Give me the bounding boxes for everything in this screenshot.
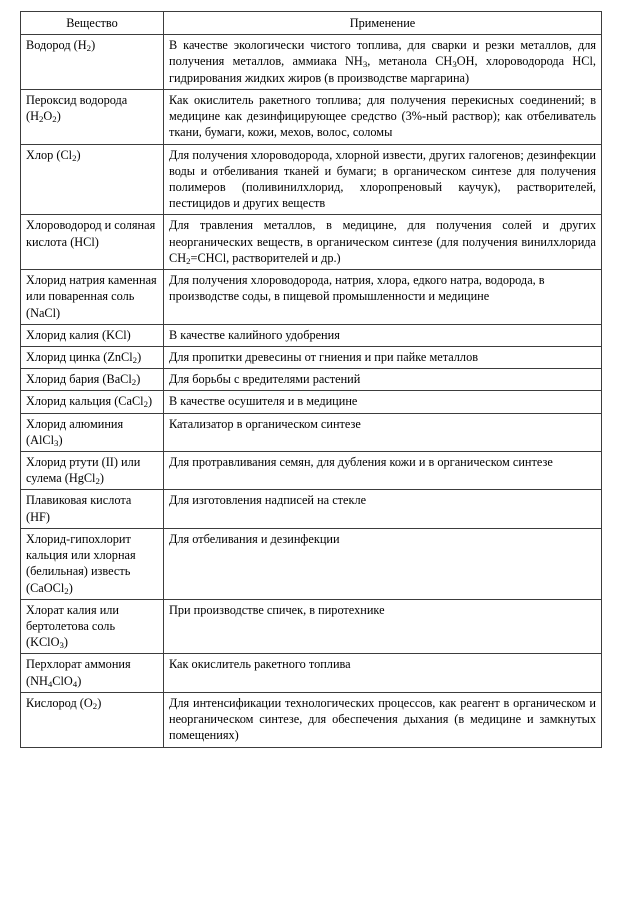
table-row bbox=[21, 215, 602, 270]
substance-application-cell: Для травления металлов, в медицине, для получения солей и других неорганических веществ, в органическом синтезе (для получения винилхлорида $CH_2=CHCl$, растворителей и др.) bbox=[164, 215, 602, 270]
table-row bbox=[21, 89, 602, 144]
substances-application-table bbox=[20, 11, 602, 748]
substance-name-cell: Хлорид алюминия (AlCl$_3$) bbox=[21, 413, 164, 451]
table-row bbox=[21, 35, 602, 90]
table-body bbox=[21, 35, 602, 747]
substance-name-cell: Хлорид натрия каменная или поваренная соль (NaCl) bbox=[21, 270, 164, 325]
substance-name-cell: Кислород $(O_2)$ bbox=[21, 692, 164, 747]
substance-name-cell: Хлорид кальция (CaCl$_2$) bbox=[21, 391, 164, 413]
table-row bbox=[21, 413, 602, 451]
substance-application-cell: Как окислитель ракетного топлива; для получения перекисных соединений; в медицине как дезинфицирующее средство (3%-ный раствор); как отбеливатель ткани, бумаги, кожи, мехов, волос, соломы bbox=[164, 89, 602, 144]
table-header bbox=[21, 12, 602, 35]
table-row bbox=[21, 391, 602, 413]
chemical-subscript: 2 bbox=[64, 585, 69, 596]
chemical-subscript: 2 bbox=[52, 114, 57, 125]
substance-name-cell: Хлор $(Cl_2)$ bbox=[21, 144, 164, 215]
substance-name-cell: Плавиковая кислота (HF) bbox=[21, 490, 164, 528]
chemical-subscript: 2 bbox=[132, 354, 138, 365]
chemical-subscript: 2 bbox=[131, 377, 137, 388]
substance-name-cell: Перхлорат аммония $(NH_4ClO_4)$ bbox=[21, 654, 164, 692]
chemical-subscript: 2 bbox=[143, 399, 149, 410]
chemical-subscript: 3 bbox=[59, 640, 64, 651]
table-row bbox=[21, 490, 602, 528]
substance-application-cell: Для получения хлороводорода, хлорной извести, других галогенов; дезинфекции воды и отбеливания тканей и бумаги; в органическом синтезе для получения полимеров (поливинилхлорид, хлоропреновый каучук), растворителей, пестицидов и других веществ bbox=[164, 144, 602, 215]
substance-application-cell: При производстве спичек, в пиротехнике bbox=[164, 599, 602, 654]
column-header-application: Применение bbox=[164, 12, 602, 35]
substance-name-cell: Хлороводород и соляная кислота (HCl) bbox=[21, 215, 164, 270]
table-row bbox=[21, 346, 602, 368]
substance-application-cell: В качестве экологически чистого топлива, для сварки и резки металлов, для получения металлов, аммиака $NH_3$, метанола $CH_3OH$, хлороводорода HCl, гидрирования жидких жиров (в производстве маргарина) bbox=[164, 35, 602, 90]
chemical-subscript: 2 bbox=[86, 43, 92, 54]
chemical-subscript: 2 bbox=[38, 114, 44, 125]
substance-name-cell: Хлорид-гипохлорит кальция или хлорная (белильная) известь (CaOCl$_2$) bbox=[21, 528, 164, 599]
chemical-subscript: 3 bbox=[452, 59, 457, 70]
chemical-subscript: 4 bbox=[72, 678, 78, 689]
substance-application-cell: Для изготовления надписей на стекле bbox=[164, 490, 602, 528]
table-row bbox=[21, 599, 602, 654]
table-row bbox=[21, 270, 602, 325]
substance-application-cell: В качестве осушителя и в медицине bbox=[164, 391, 602, 413]
substance-application-cell: Для получения хлороводорода, натрия, хлора, едкого натра, водорода, в производстве соды, в пищевой промышленности и медицине bbox=[164, 270, 602, 325]
table-row bbox=[21, 369, 602, 391]
substance-name-cell: Хлорид калия (KCl) bbox=[21, 324, 164, 346]
chemical-subscript: 4 bbox=[47, 678, 53, 689]
table-row bbox=[21, 324, 602, 346]
substance-application-cell: Для интенсификации технологических процессов, как реагент в органическом и неорганическом синтезе, для обеспечения дыхания (в медицине и замкнутых помещениях) bbox=[164, 692, 602, 747]
substance-application-cell: Для борьбы с вредителями растений bbox=[164, 369, 602, 391]
substance-name-cell: Пероксид водорода $(H_2O_2)$ bbox=[21, 89, 164, 144]
column-header-substance: Вещество bbox=[21, 12, 164, 35]
chemical-subscript: 2 bbox=[186, 255, 191, 266]
table-row bbox=[21, 654, 602, 692]
table-row bbox=[21, 452, 602, 490]
substance-name-cell: Хлорид ртути (II) или сулема (HgCl$_2$) bbox=[21, 452, 164, 490]
chemical-subscript: 2 bbox=[72, 152, 77, 163]
chemical-subscript: 3 bbox=[54, 437, 59, 448]
substance-application-cell: Катализатор в органическом синтезе bbox=[164, 413, 602, 451]
table-row bbox=[21, 692, 602, 747]
substance-application-cell: Для протравливания семян, для дубления кожи и в органическом синтезе bbox=[164, 452, 602, 490]
substance-application-cell: Как окислитель ракетного топлива bbox=[164, 654, 602, 692]
substance-name-cell: Хлорид цинка (ZnCl$_2$) bbox=[21, 346, 164, 368]
substance-application-cell: Для пропитки древесины от гниения и при пайке металлов bbox=[164, 346, 602, 368]
chemical-subscript: 3 bbox=[362, 59, 368, 70]
table-row bbox=[21, 528, 602, 599]
substance-application-cell: Для отбеливания и дезинфекции bbox=[164, 528, 602, 599]
table-header-row bbox=[21, 12, 602, 35]
substance-application-cell: В качестве калийного удобрения bbox=[164, 324, 602, 346]
substance-name-cell: Водород $(H_2)$ bbox=[21, 35, 164, 90]
chemical-subscript: 2 bbox=[95, 476, 100, 487]
chemical-subscript: 2 bbox=[92, 700, 98, 711]
substance-name-cell: Хлорид бария (BaCl$_2$) bbox=[21, 369, 164, 391]
substance-name-cell: Хлорат калия или бертолетова соль (KClO$_3$) bbox=[21, 599, 164, 654]
table-row bbox=[21, 144, 602, 215]
